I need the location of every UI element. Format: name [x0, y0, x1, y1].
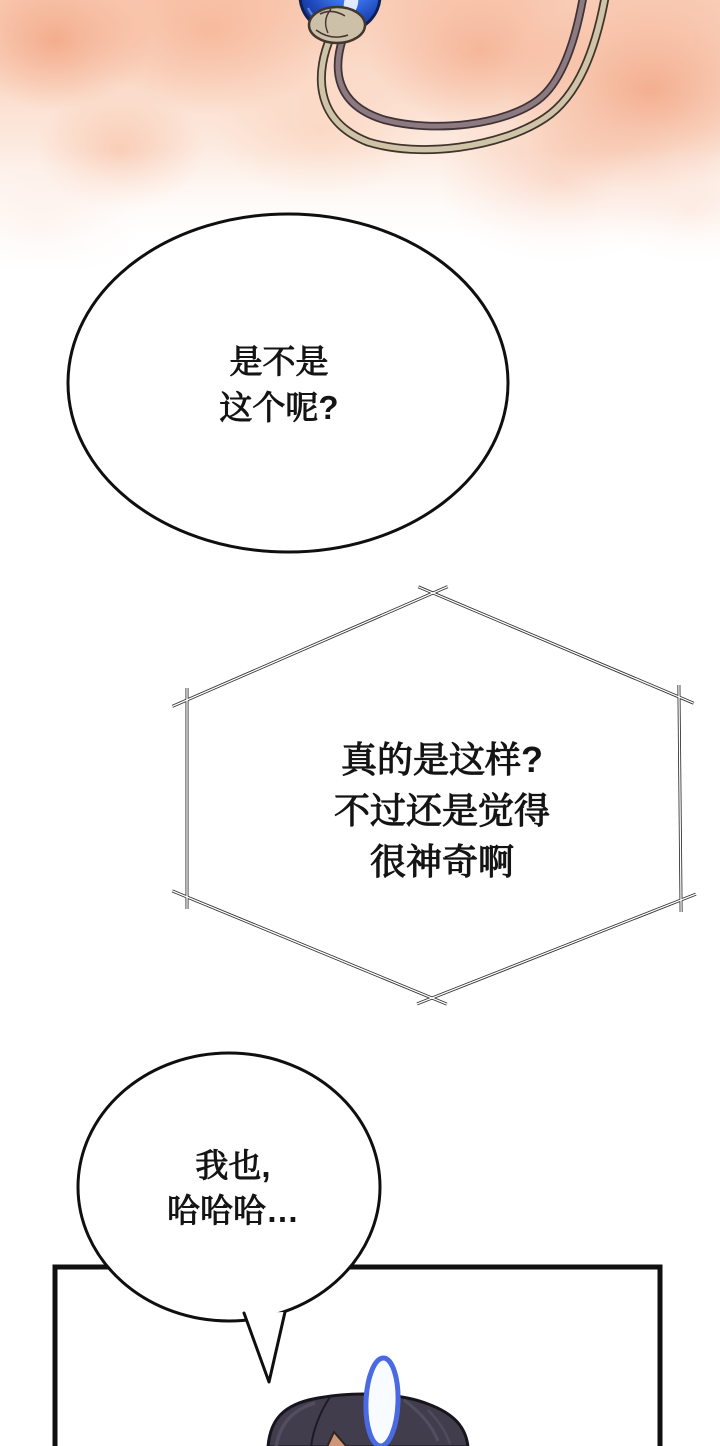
character-head	[268, 1357, 468, 1446]
hexagon-bubble-text	[334, 734, 550, 887]
speech-line: 很神奇啊	[369, 841, 515, 882]
speech-bubble-2-text	[167, 1143, 299, 1233]
speech-line: 我也,	[195, 1147, 271, 1184]
speech-line: 真的是这样?	[340, 739, 543, 780]
speech-line: 是不是	[229, 343, 329, 380]
speech-bubble-1-text	[219, 339, 338, 431]
cord-knot	[309, 7, 365, 43]
halo	[364, 1357, 399, 1446]
speech-line: 这个呢?	[219, 389, 339, 426]
speech-line: 不过还是觉得	[333, 790, 551, 831]
speech-line: 哈哈哈…	[167, 1192, 299, 1229]
speech-bubble-2-tail	[244, 1312, 285, 1382]
